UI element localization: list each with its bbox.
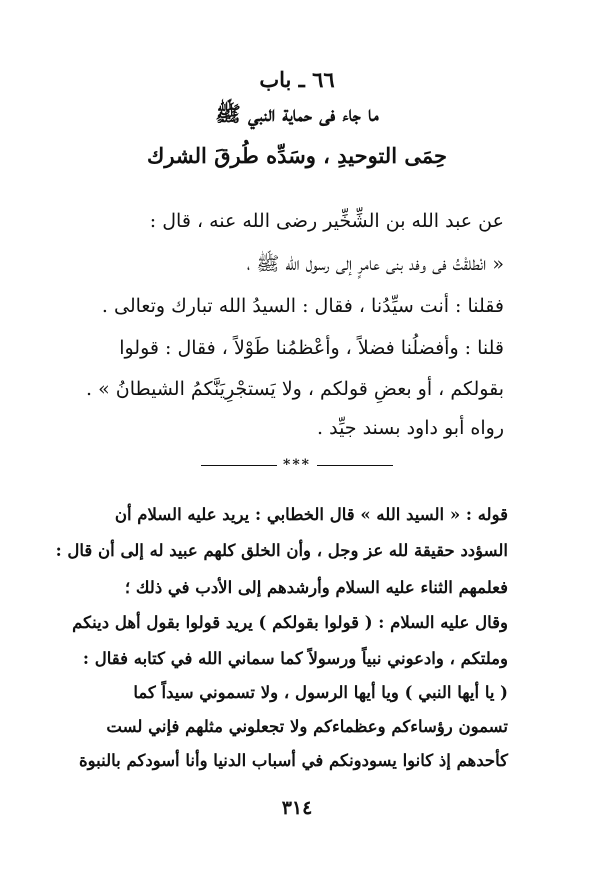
separator-rule <box>201 465 277 466</box>
section-separator <box>0 455 594 475</box>
hadith-line: قلنا : وأفضلُنا فضلاً ، وأعْظمُنا طَوْلاً ، فقال : قولوا <box>119 337 504 359</box>
page-number: ٣١٤ <box>281 797 313 819</box>
separator-rule <box>317 465 393 466</box>
hadith-line: بقولكم ، أو بعضِ قولكم ، ولا يَستجْرِيَنَّكمُ الشيطانُ » . <box>86 378 504 400</box>
hadith-line: رواه أبو داود بسند جيِّد . <box>317 417 504 439</box>
chapter-title-line-1: ما جاء فى حماية النبي ﷺ <box>215 101 379 126</box>
chapter-number: ٦٦ ـ باب <box>259 67 335 92</box>
separator-stars: *** <box>283 457 311 473</box>
commentary-line: فعلمهم الثناء عليه السلام وأرشدهم إلى الأدب في ذلك ؛ <box>124 578 508 597</box>
commentary-line: وقال عليه السلام : ( قولوا بقولكم ) يريد قولوا بقول أهل دينكم <box>72 613 508 632</box>
chapter-title-line-2: حِمَى التوحيدِ ، وسَدِّه طُرقَ الشرك <box>147 143 447 168</box>
commentary-line: كأحدهم إذ كانوا يسودونكم في أسباب الدنيا وأنا أسودكم بالنبوة <box>79 751 508 770</box>
hadith-line: فقلنا : أنت سيِّدُنا ، فقال : السيدُ الله تبارك وتعالى . <box>101 295 504 317</box>
commentary-line: ( يا أيها النبي ) ويا أيها الرسول ، ولا تسموني سيداً كما <box>133 683 508 702</box>
hadith-line: « انْطلقْتُ فى وفد بنى عامرٍ إلى رسول الله ﷺ ، <box>246 253 504 275</box>
commentary-line: وملتكم ، وادعوني نبياً ورسولاً كما سماني الله في كتابه فقال : <box>82 649 508 668</box>
commentary-line: السؤدد حقيقة لله عز وجل ، وأن الخلق كلهم عبيد له إلى أن قال : <box>55 541 508 560</box>
commentary-line: تسمون رؤساءكم وعظماءكم ولا تجعلوني مثلهم فإني لست <box>106 717 508 736</box>
commentary-line: قوله : « السيد الله » قال الخطابي : يريد عليه السلام أن <box>114 505 508 524</box>
hadith-line: عن عبد الله بن الشِّخِّير رضى الله عنه ، قال : <box>149 210 504 232</box>
